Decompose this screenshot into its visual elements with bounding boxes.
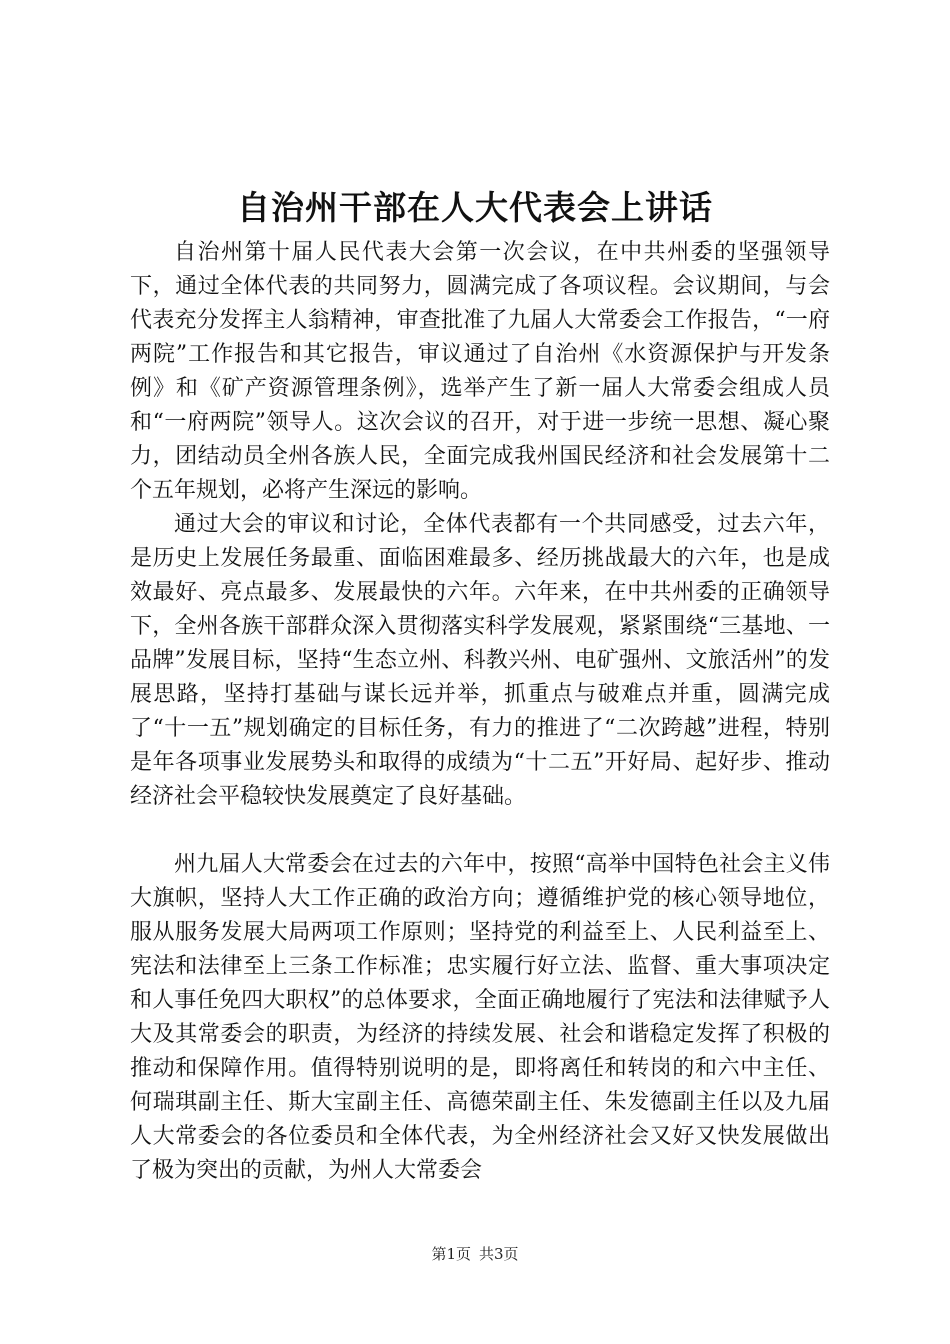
document-body <box>130 236 830 1188</box>
document-title: 自治州干部在人大代表会上讲话 <box>237 188 713 227</box>
page-total: 共3页 <box>479 1245 519 1263</box>
paragraph-2: 通过大会的审议和讨论，全体代表都有一个共同感受，过去六年，是历史上发展任务最重、面临困难最多、经历挑战最大的六年，也是成效最好、亮点最多、发展最快的六年。六年来，在中共州委的正确领导下，全州各族干部群众深入贯彻落实科学发展观，紧紧围绕“三基地、一品牌”发展目标，坚持“生态立州、科教兴州、电矿强州、文旅活州”的发展思路，坚持打基础与谋长远并举，抓重点与破难点并重，圆满完成了“十一五”规划确定的目标任务，有力的推进了“二次跨越”进程，特别是年各项事业发展势头和取得的成绩为“十二五”开好局、起好步、推动经济社会平稳较快发展奠定了良好基础。 <box>130 512 830 809</box>
page-number: 第1页 <box>431 1245 471 1263</box>
paragraph-3: 州九届人大常委会在过去的六年中，按照“高举中国特色社会主义伟大旗帜，坚持人大工作正确的政治方向；遵循维护党的核心领导地位，服从服务发展大局两项工作原则；坚持党的利益至上、人民利益至上、宪法和法律至上三条工作标准；忠实履行好立法、监督、重大事项决定和人事任免四大职权”的总体要求，全面正确地履行了宪法和法律赋予人大及其常委会的职责，为经济的持续发展、社会和谐稳定发挥了积极的推动和保障作用。值得特别说明的是，即将离任和转岗的和六中主任、何瑞琪副主任、斯大宝副主任、高德荣副主任、朱发德副主任以及九届人大常委会的各位委员和全体代表，为全州经济社会又好又快发展做出了极为突出的贡献，为州人大常委会 <box>130 852 830 1183</box>
paragraph-spacer <box>130 814 830 848</box>
paragraph-1: 自治州第十届人民代表大会第一次会议，在中共州委的坚强领导下，通过全体代表的共同努力，圆满完成了各项议程。会议期间，与会代表充分发挥主人翁精神，审查批准了九届人大常委会工作报告，“一府两院”工作报告和其它报告，审议通过了自治州《水资源保护与开发条例》和《矿产资源管理条例》，选举产生了新一届人大常委会组成人员和“一府两院”领导人。这次会议的召开，对于进一步统一思想、凝心聚力，团结动员全州各族人民，全面完成我州国民经济和社会发展第十二个五年规划，必将产生深远的影响。 <box>130 240 830 503</box>
page-footer <box>0 1243 950 1265</box>
